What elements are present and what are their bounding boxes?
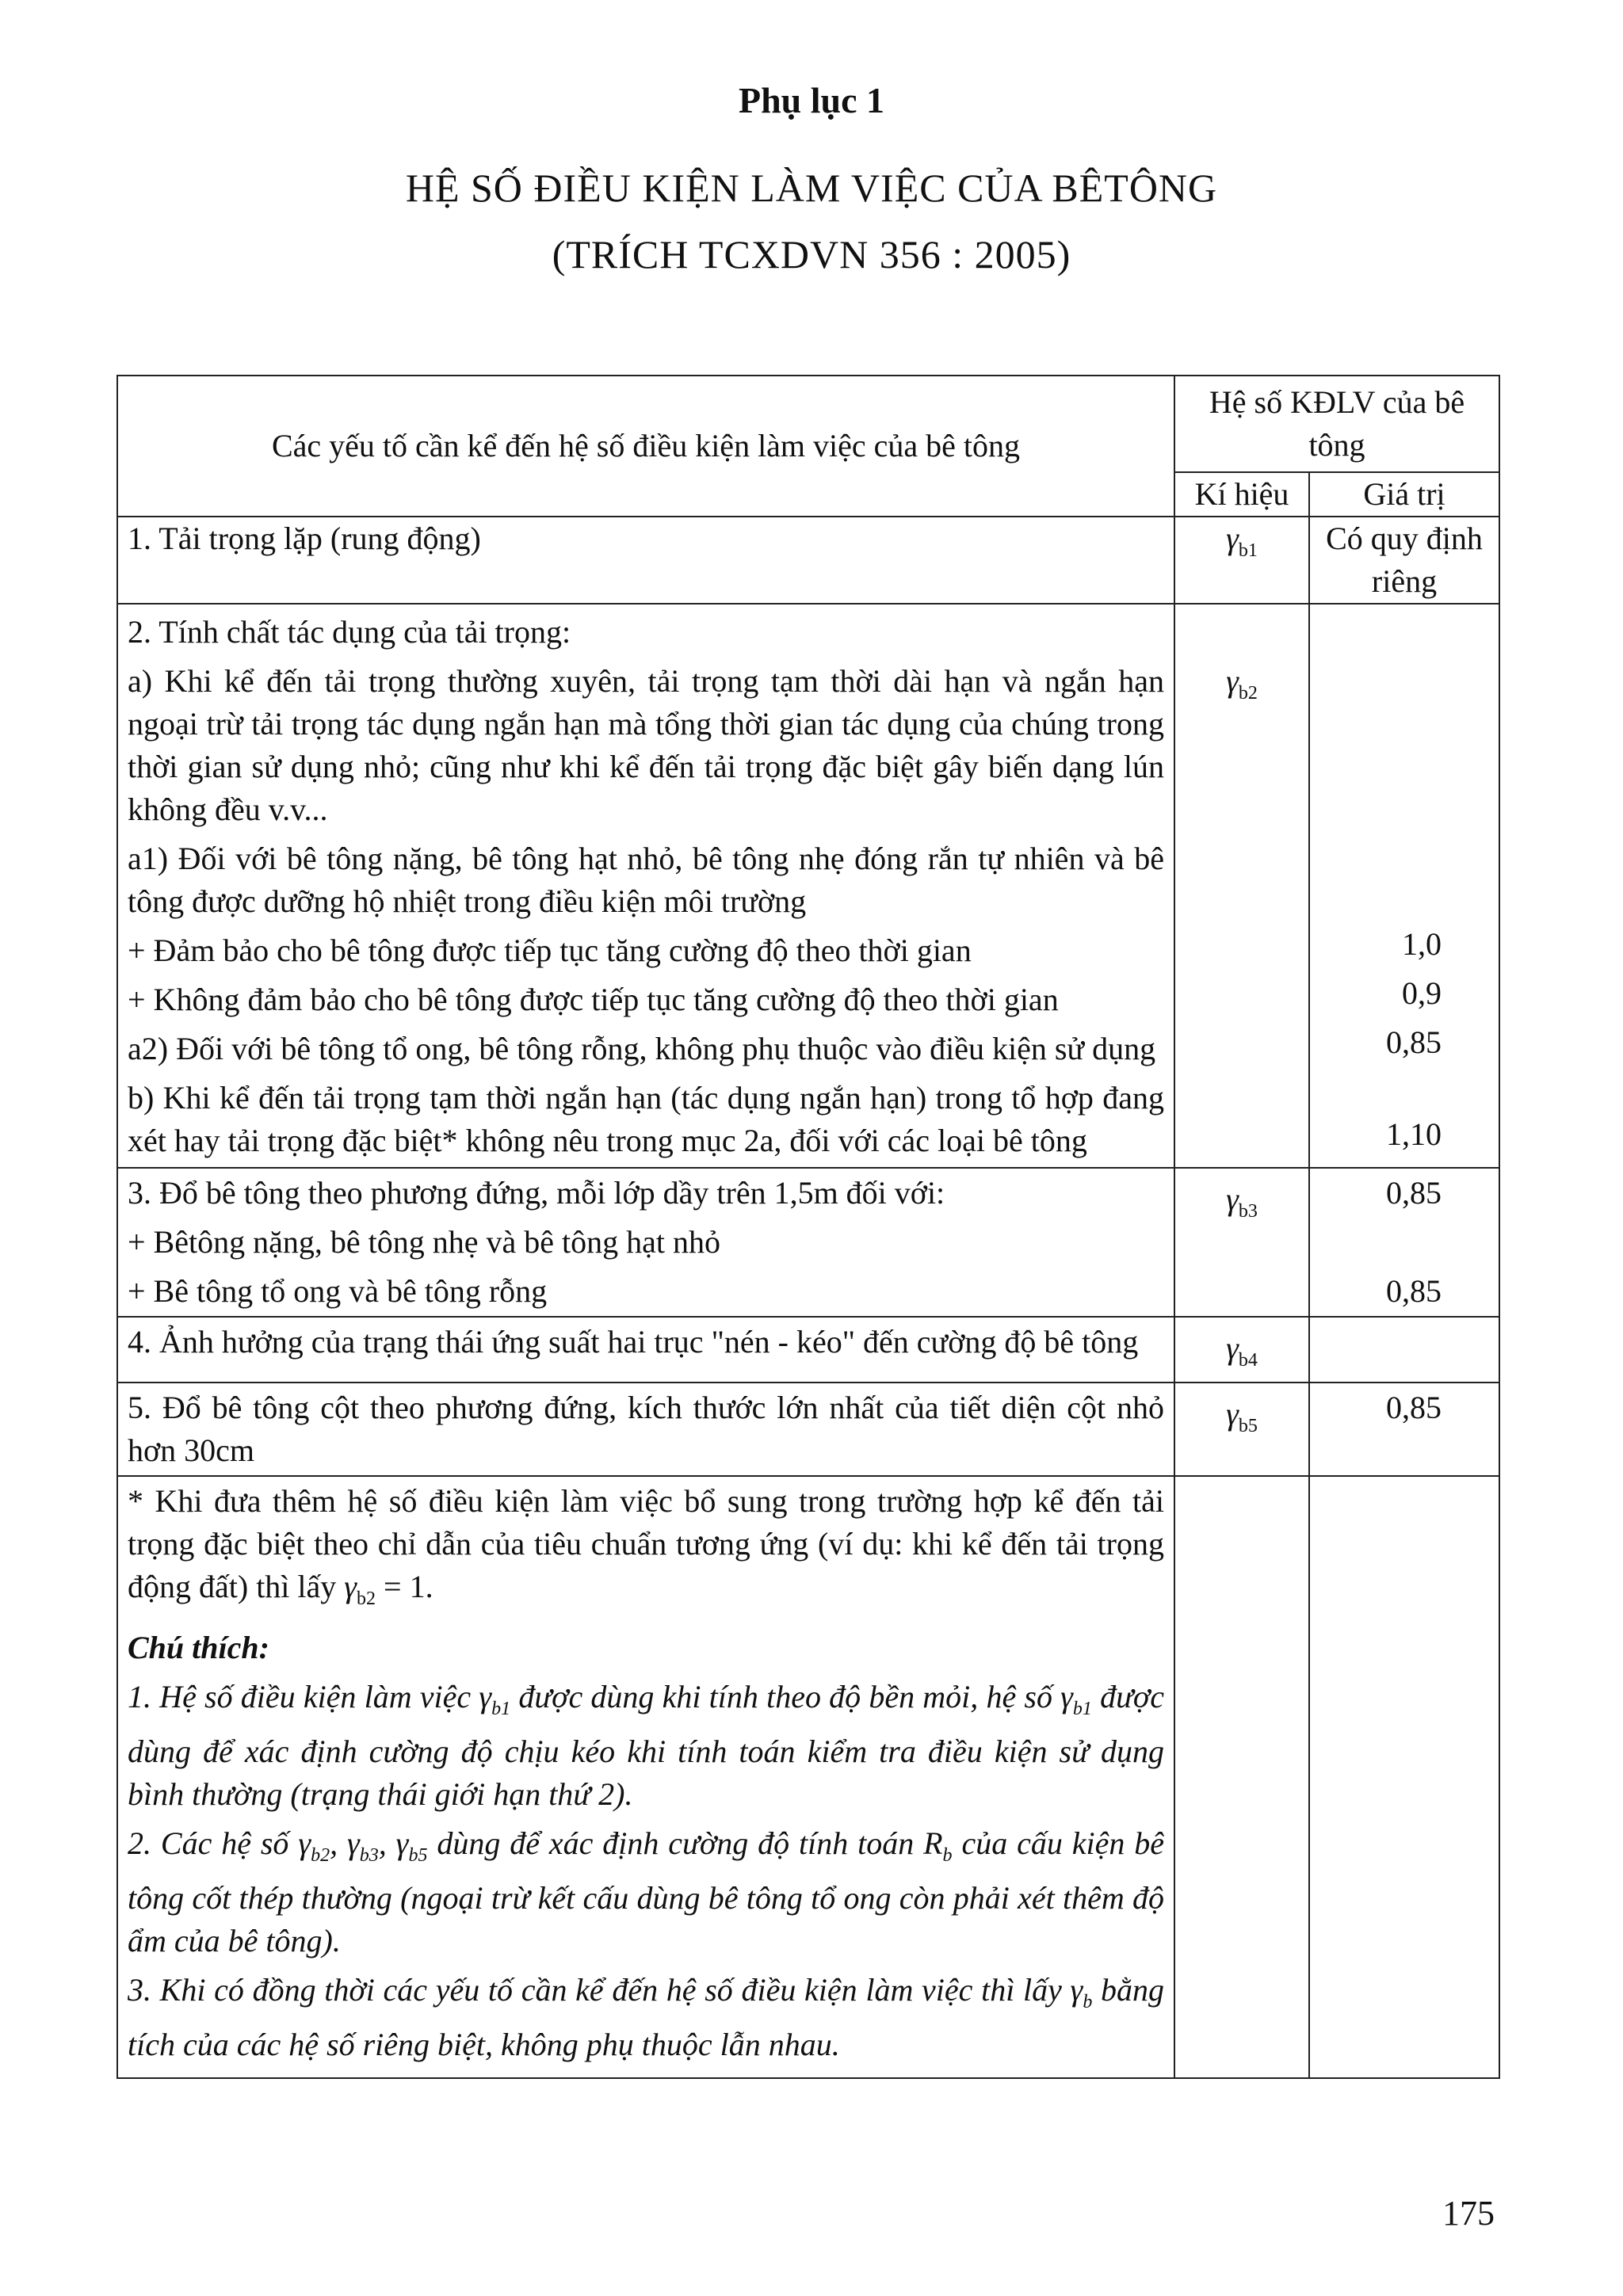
note-2: 2. Các hệ số $\gamma_{b2}$, $\gamma_{b3}$, $\gamma_{b5}$ dùng để xác định cường độ tính toán $R_b$ của cấu kiện bê tông cốt thép thường (ngoại trừ kết cấu dùng bê tông tổ ong còn phải xét thêm độ ẩm của bê tông).: [128, 1825, 1165, 1958]
row4-value: [1309, 1317, 1499, 1383]
table-row-1: [117, 517, 1499, 604]
row1-factor: 1. Tải trọng lặp (rung động): [117, 517, 1174, 604]
row3-factor: 3. Đổ bê tông theo phương đứng, mỗi lớp dầy trên 1,5m đối với: + Bêtông nặng, bê tông nhẹ và bê tông hạt nhỏ + Bê tông tổ ong và bê tông rỗng: [117, 1168, 1174, 1317]
notes-cell: [117, 1476, 1174, 2078]
notes-value-cell: [1309, 1476, 1499, 2078]
note-1: 1. Hệ số điều kiện làm việc $\gamma_{b1}$ được dùng khi tính theo độ bền mỏi, hệ số $\gamma_{b1}$ được dùng để xác định cường độ chịu kéo khi tính toán kiểm tra điều kiện sử dụng bình thường (trạng thái giới hạn thứ 2).: [128, 1679, 1165, 1812]
table-row-5: [117, 1383, 1499, 1476]
row4-symbol: $\gamma_{b4}$: [1174, 1317, 1309, 1383]
header-symbol: Kí hiệu: [1174, 472, 1309, 517]
row5-value: 0,85: [1309, 1383, 1499, 1476]
page-title: HỆ SỐ ĐIỀU KIỆN LÀM VIỆC CỦA BÊTÔNG: [405, 166, 1218, 210]
row3-symbol: $\gamma_{b3}$: [1174, 1168, 1309, 1317]
table-row-4: [117, 1317, 1499, 1383]
row5-factor: 5. Đổ bê tông cột theo phương đứng, kích thước lớn nhất của tiết diện cột nhỏ hơn 30cm: [117, 1383, 1174, 1476]
notes-label: Chú thích:: [128, 1630, 269, 1665]
appendix-label: Phụ lục 1: [738, 80, 885, 120]
header-factors: Các yếu tố cần kể đến hệ số điều kiện làm việc của bê tông: [117, 376, 1174, 517]
table-notes-row: [117, 1476, 1499, 2078]
special-load-note: * Khi đưa thêm hệ số điều kiện làm việc bổ sung trong trường hợp kể đến tải trọng đặc biệt theo chỉ dẫn của tiêu chuẩn tương ứng (ví dụ: khi kể đến tải trọng động đất) thì lấy $\gamma_{b2} = 1$.: [128, 1483, 1164, 1609]
row3-values: 0,85 0,85: [1309, 1168, 1499, 1317]
coefficient-table: [116, 375, 1500, 2079]
notes-symbol-cell: [1174, 1476, 1309, 2078]
table-row-3: [117, 1168, 1499, 1317]
row2-factor: 2. Tính chất tác dụng của tải trọng: a) Khi kể đến tải trọng thường xuyên, tải trọng tạm thời dài hạn và ngắn hạn ngoại trừ tải trọng tác dụng ngắn hạn mà tổng thời gian tác dụng của chúng trong thời gian sử dụng nhỏ; cũng như khi kể đến tải trọng đặc biệt gây biến dạng lún không đều v.v... a1) Đối với bê tông nặng, bê tông hạt nhỏ, bê tông nhẹ đóng rắn tự nhiên và bê tông được dưỡng hộ nhiệt trong điều kiện môi trường + Đảm bảo cho bê tông được tiếp tục tăng cường độ theo thời gian + Không đảm bảo cho bê tông được tiếp tục tăng cường độ theo thời gian a2) Đối với bê tông tổ ong, bê tông rỗng, không phụ thuộc vào điều kiện sử dụng b) Khi kể đến tải trọng tạm thời ngắn hạn (tác dụng ngắn hạn) trong tổ hợp đang xét hay tải trọng đặc biệt* không nêu trong mục 2a, đối với các loại bê tông: [117, 604, 1174, 1168]
header-row: [117, 376, 1499, 472]
row1-value: Có quy định riêng: [1309, 517, 1499, 604]
row1-symbol: $\gamma_{b1}$: [1174, 517, 1309, 604]
header-coefficient-group: Hệ số KĐLV của bê tông: [1174, 376, 1499, 472]
note-3: 3. Khi có đồng thời các yếu tố cần kể đến hệ số điều kiện làm việc thì lấy $\gamma_b$ bằng tích của các hệ số riêng biệt, không phụ thuộc lẫn nhau.: [128, 1972, 1164, 2062]
page-number: 175: [1442, 2194, 1495, 2233]
table-row-2: [117, 604, 1499, 1168]
page-subtitle: (TRÍCH TCXDVN 356 : 2005): [552, 232, 1071, 277]
row4-factor: 4. Ảnh hưởng của trạng thái ứng suất hai trục "nén - kéo" đến cường độ bê tông: [117, 1317, 1174, 1383]
row2-symbol: $\gamma_{b2}$: [1174, 604, 1309, 1168]
row5-symbol: $\gamma_{b5}$: [1174, 1383, 1309, 1476]
row2-values: 1,0 0,9 0,85 1,10: [1309, 604, 1499, 1168]
header-value: Giá trị: [1309, 472, 1499, 517]
